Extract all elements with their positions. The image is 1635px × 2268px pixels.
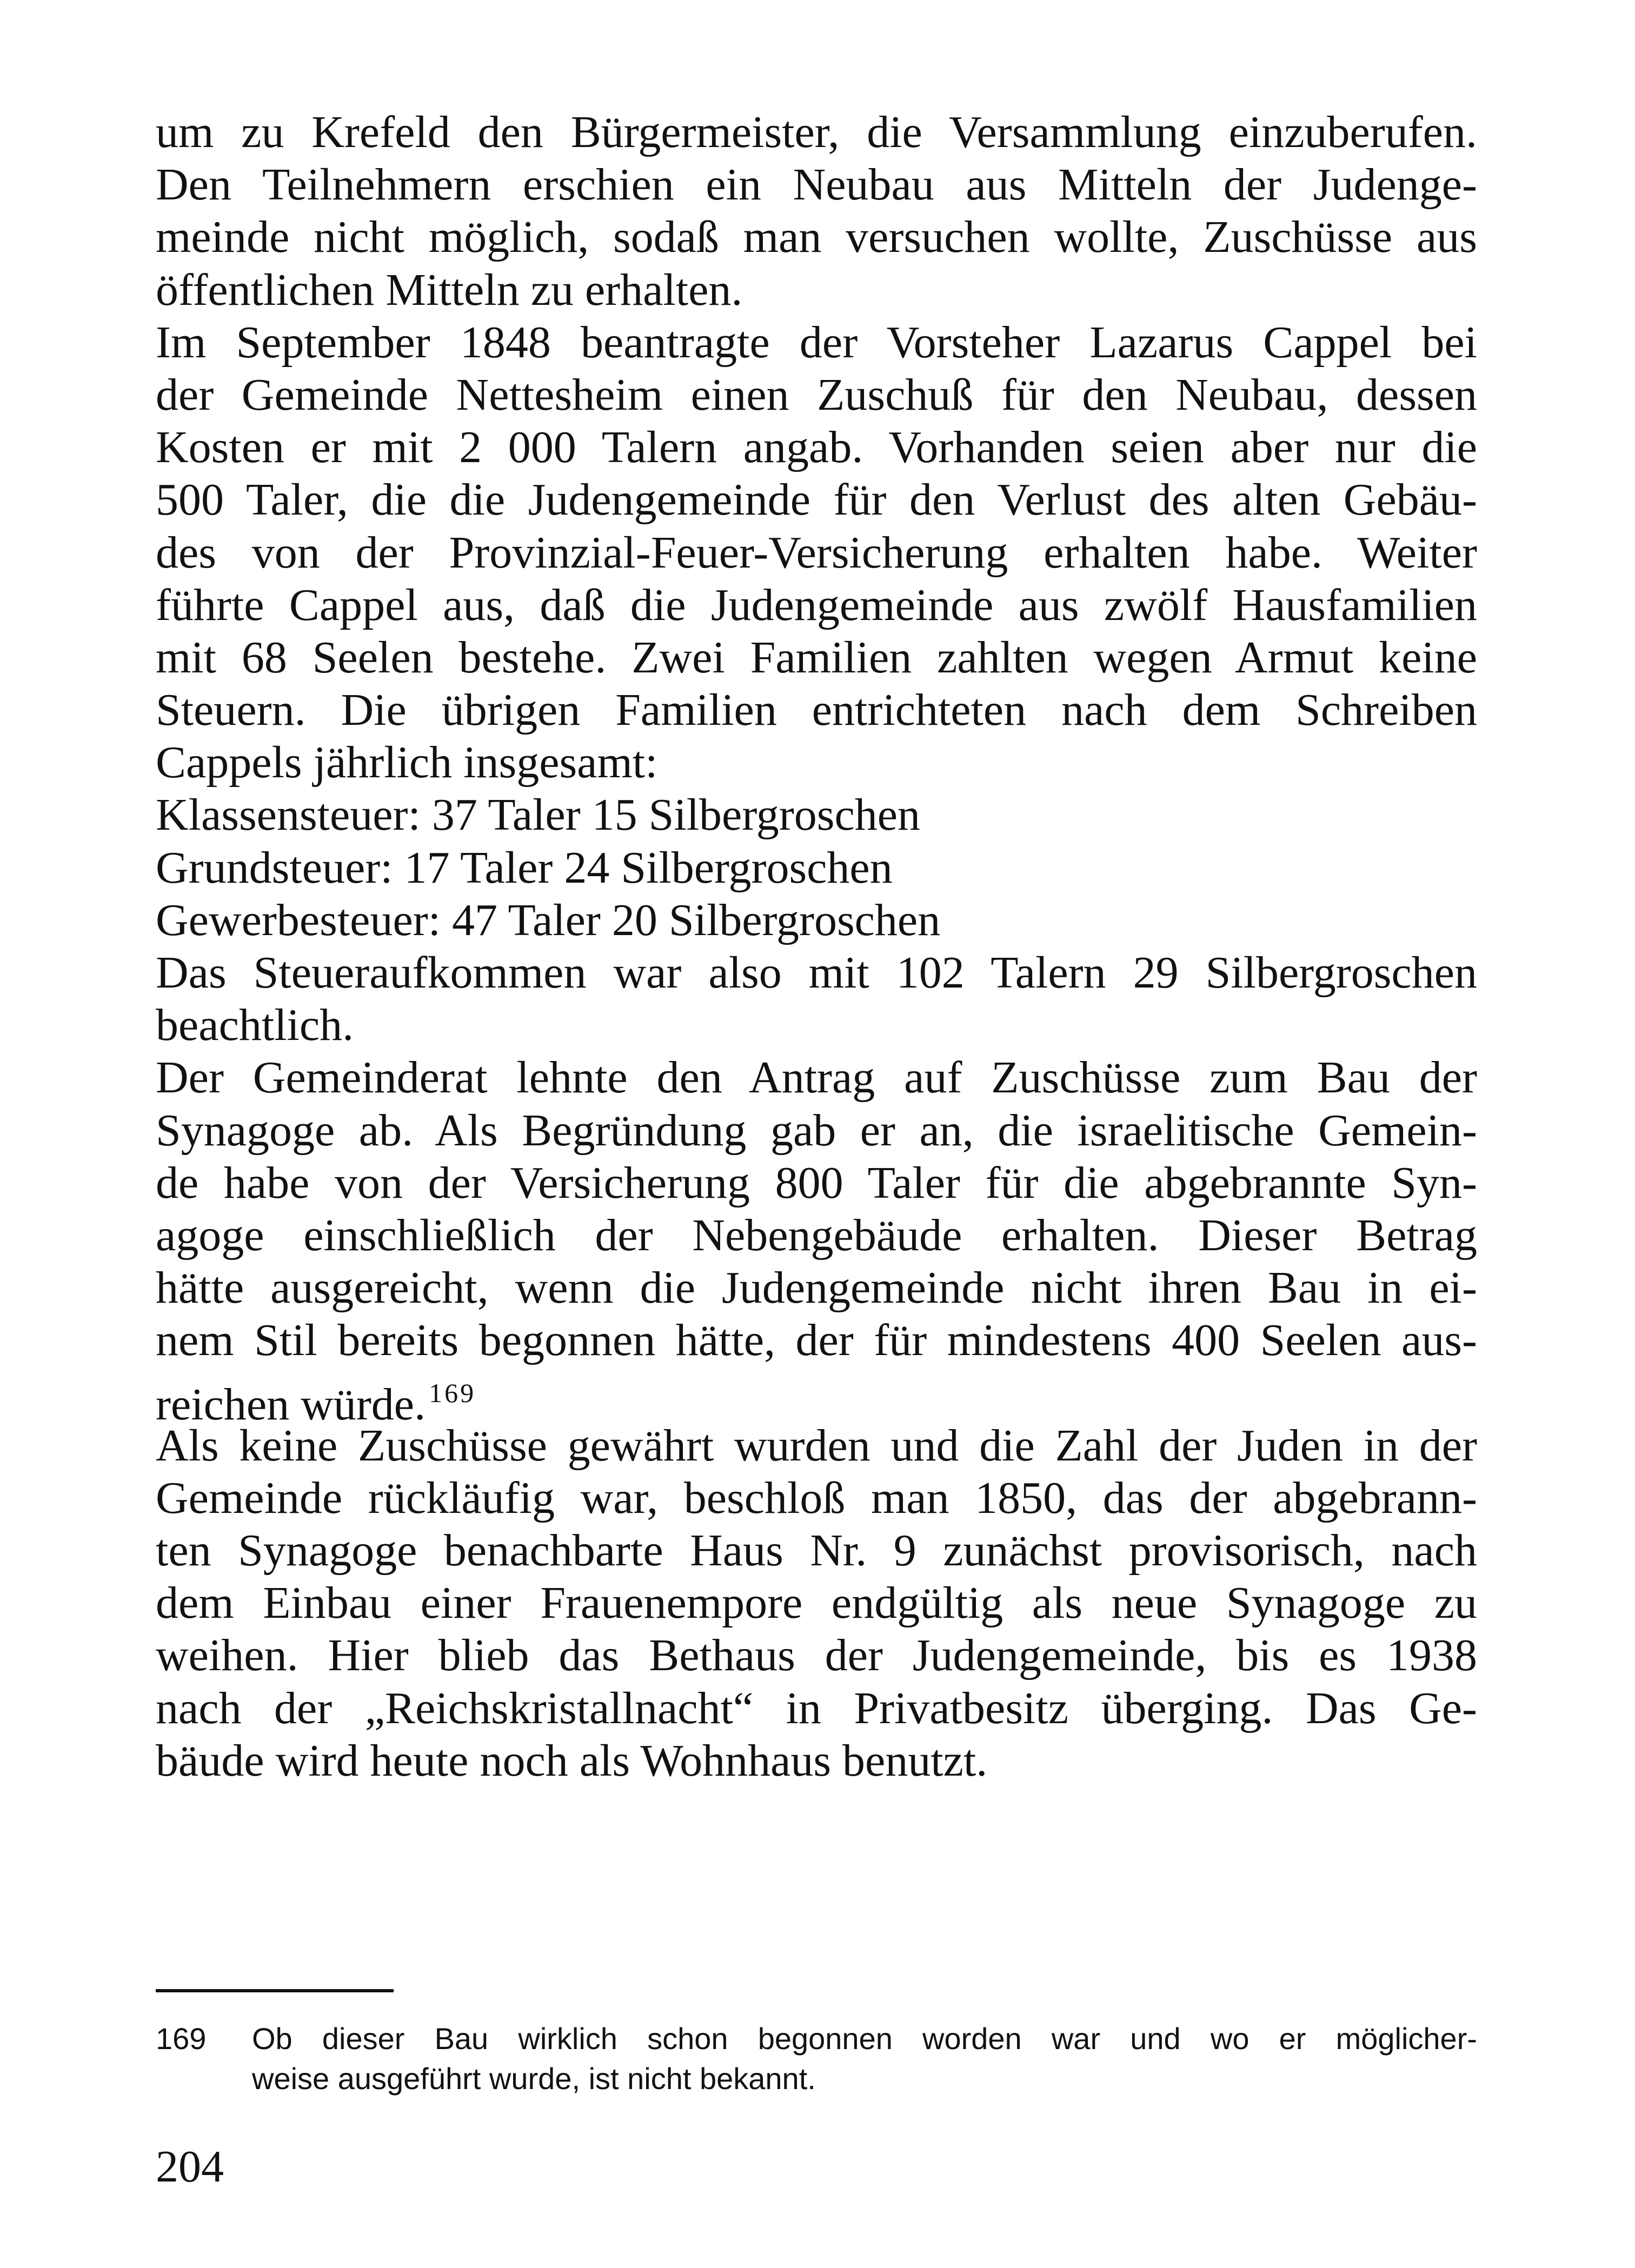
footnote-separator	[156, 1989, 394, 1992]
text-line	[156, 842, 1477, 894]
text-line	[156, 946, 1477, 999]
text-line	[156, 684, 1477, 736]
text-line	[156, 473, 1477, 526]
footnote-text	[252, 2019, 1477, 2099]
body-text	[156, 106, 1477, 1787]
text-line	[156, 369, 1477, 421]
text-line-content: nem Stil bereits begonnen hätte, der für mindestens 400 Seelen aus-	[156, 1315, 1477, 1366]
text-line	[156, 1051, 1477, 1104]
text-line	[156, 211, 1477, 263]
text-line-content: Klassensteuer: 37 Taler 15 Silbergroschen	[156, 790, 921, 841]
text-line-content: nach der „Reichskristallnacht“ in Privatbesitz überging. Das Ge-	[156, 1683, 1477, 1733]
text-line	[156, 631, 1477, 684]
text-line-content: Der Gemeinderat lehnte den Antrag auf Zuschüsse zum Bau der	[156, 1052, 1477, 1103]
text-line-content: mit 68 Seelen bestehe. Zwei Familien zahlten wegen Armut keine	[156, 632, 1477, 683]
text-line-content: führte Cappel aus, daß die Judengemeinde aus zwölf Hausfamilien	[156, 579, 1477, 630]
text-line-content: Cappels jährlich insgesamt:	[156, 737, 658, 788]
text-line-content: agoge einschließlich der Nebengebäude erhalten. Dieser Betrag	[156, 1210, 1477, 1260]
text-line-content: Gewerbesteuer: 47 Taler 20 Silbergroschen	[156, 895, 941, 945]
text-line	[156, 1157, 1477, 1209]
footnote-line: weise ausgeführt wurde, ist nicht bekannt.	[252, 2062, 816, 2096]
text-line-content: des von der Provinzial-Feuer-Versicherung erhalten habe. Weiter	[156, 527, 1477, 578]
text-line	[156, 999, 1477, 1051]
footnote-line: Ob dieser Bau wirklich schon begonnen worden war und wo er möglicher-	[252, 2022, 1477, 2056]
text-line	[156, 1524, 1477, 1577]
text-line	[156, 1104, 1477, 1157]
text-line-content: Kosten er mit 2 000 Talern angab. Vorhanden seien aber nur die	[156, 422, 1477, 473]
text-line-content: bäude wird heute noch als Wohnhaus benutzt.	[156, 1735, 988, 1786]
footnote-number: 169	[156, 2022, 207, 2056]
text-line-content: der Gemeinde Nettesheim einen Zuschuß für den Neubau, dessen	[156, 369, 1477, 420]
text-line-content: Gemeinde rückläufig war, beschloß man 1850, das der abgebrann-	[156, 1472, 1477, 1523]
text-line-content: 500 Taler, die die Judengemeinde für den Verlust des alten Gebäu-	[156, 475, 1477, 525]
page-number: 204	[156, 2142, 224, 2192]
text-line	[156, 1419, 1477, 1472]
text-line-content: weihen. Hier blieb das Bethaus der Judengemeinde, bis es 1938	[156, 1630, 1477, 1681]
text-line-content: Synagoge ab. Als Begründung gab er an, die israelitische Gemein-	[156, 1105, 1477, 1156]
text-line-content: Im September 1848 beantragte der Vorsteher Lazarus Cappel bei	[156, 317, 1477, 368]
text-line	[156, 264, 1477, 316]
text-line	[156, 894, 1477, 946]
text-line-content: Grundsteuer: 17 Taler 24 Silbergroschen	[156, 842, 893, 893]
text-line	[156, 526, 1477, 579]
text-line	[156, 1314, 1477, 1366]
text-line-content: beachtlich.	[156, 1000, 354, 1051]
text-line	[156, 1682, 1477, 1735]
text-line-content: um zu Krefeld den Bürgermeister, die Versammlung einzuberufen.	[156, 107, 1477, 157]
text-line-content: dem Einbau einer Frauenempore endgültig als neue Synagoge zu	[156, 1578, 1477, 1629]
text-line	[156, 316, 1477, 369]
text-line-content: Das Steueraufkommen war also mit 102 Talern 29 Silbergroschen	[156, 948, 1477, 998]
text-line	[156, 789, 1477, 841]
text-line	[156, 106, 1477, 158]
text-line-content: Den Teilnehmern erschien ein Neubau aus Mitteln der Judenge-	[156, 159, 1477, 210]
text-line	[156, 736, 1477, 789]
text-line-content: hätte ausgereicht, wenn die Judengemeinde nicht ihren Bau in ei-	[156, 1263, 1477, 1313]
footnote	[156, 2019, 1477, 2099]
text-line	[156, 1209, 1477, 1262]
text-line	[156, 1262, 1477, 1314]
text-line	[156, 1629, 1477, 1682]
text-line-content: öffentlichen Mitteln zu erhalten.	[156, 264, 743, 315]
text-line	[156, 1735, 1477, 1787]
text-line-content: reichen würde.	[156, 1379, 426, 1430]
text-line	[156, 1472, 1477, 1524]
text-line-content: meinde nicht möglich, sodaß man versuchen wollte, Zuschüsse aus	[156, 212, 1477, 263]
footnote-reference: 169	[429, 1377, 476, 1408]
text-line	[156, 1367, 1477, 1430]
text-line-content: Steuern. Die übrigen Familien entrichteten nach dem Schreiben	[156, 685, 1477, 736]
text-line-content: ten Synagoge benachbarte Haus Nr. 9 zunächst provisorisch, nach	[156, 1525, 1477, 1576]
text-line-content: de habe von der Versicherung 800 Taler für die abgebrannte Syn-	[156, 1157, 1477, 1208]
text-line	[156, 579, 1477, 631]
text-line	[156, 421, 1477, 473]
text-line-content: Als keine Zuschüsse gewährt wurden und die Zahl der Juden in der	[156, 1420, 1477, 1471]
text-line	[156, 158, 1477, 211]
text-line	[156, 1577, 1477, 1629]
